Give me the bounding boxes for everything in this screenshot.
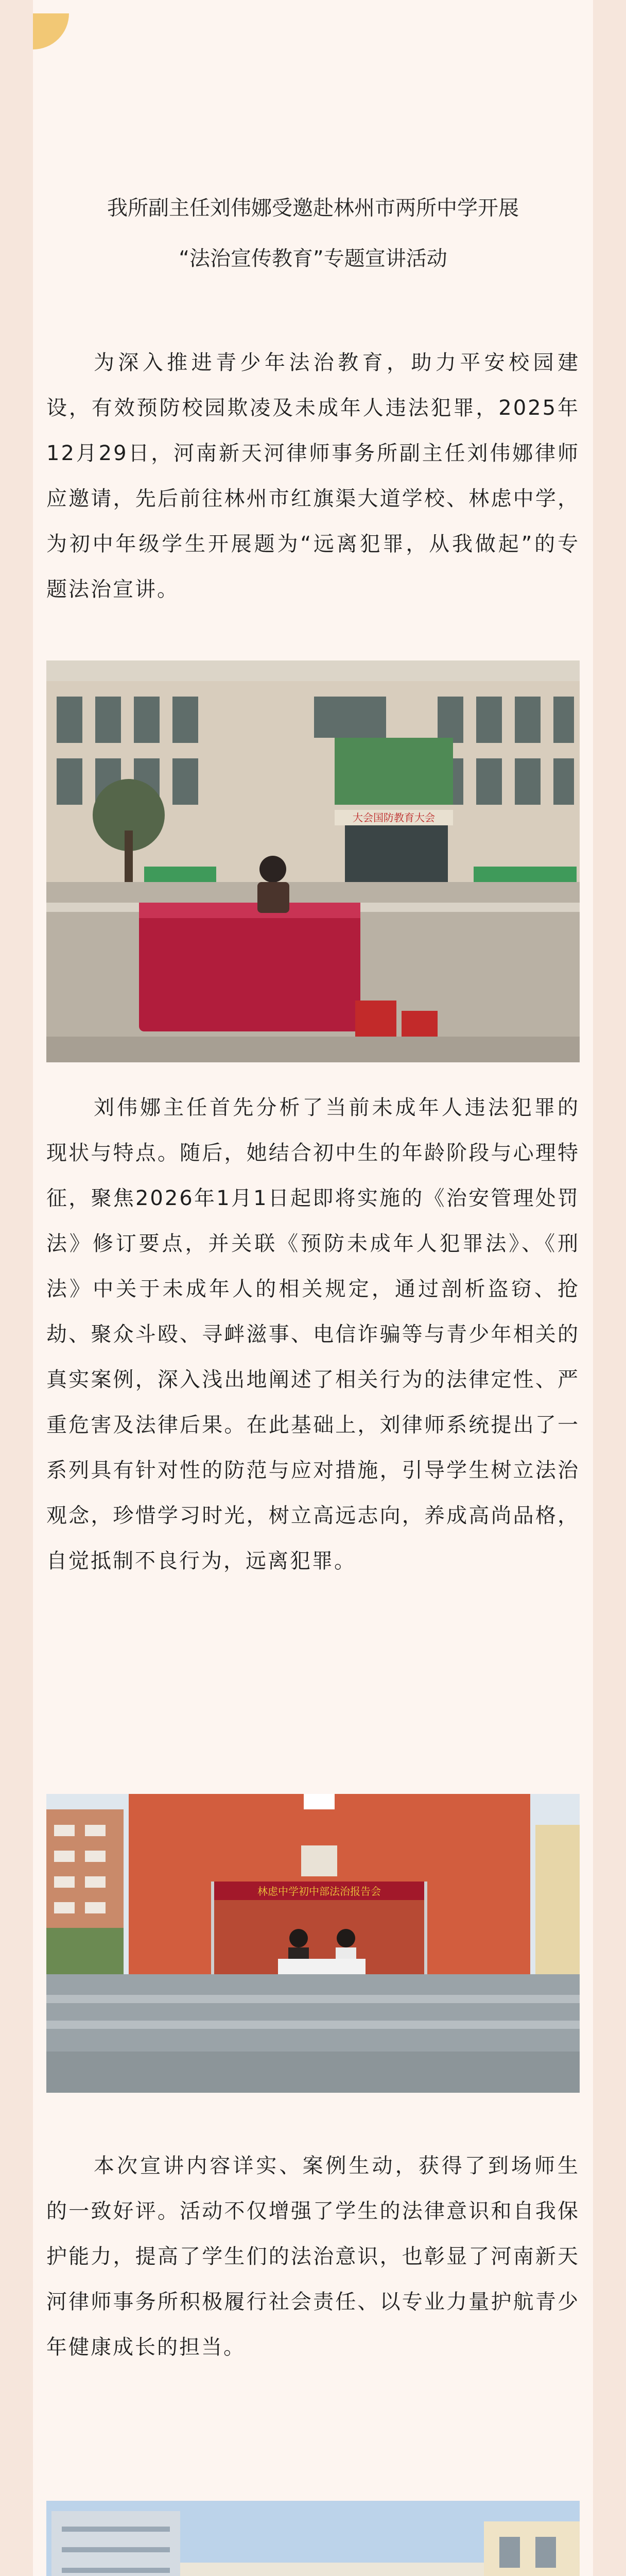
article-title-line1: 我所副主任刘伟娜受邀赴林州市两所中学开展 [107, 196, 519, 220]
article-title-line2: “法治宣传教育”专题宣讲活动 [179, 247, 447, 270]
photo-outdoor-lecture-image [46, 660, 580, 1062]
paragraph-content: 刘伟娜主任首先分析了当前未成年人违法犯罪的现状与特点。随后，她结合初中生的年龄阶段与心理特征，聚焦2026年1月1日起即将实施的《治安管理处罚法》修订要点，并关联《预防未成年人犯罪法》、《刑法》中关于未成年人的相关规定，通过剖析盗窃、抢劫、聚众斗殴、寻衅滋事、电信诈骗等与青少年相关的真实案例，深入浅出地阐述了相关行为的法律定性、严重危害及法律后果。在此基础上，刘律师系统提出了一系列具有针对性的防范与应对措施，引导学生树立法治观念，珍惜学习时光，树立高远志向，养成高尚品格，自觉抵制不良行为，远离犯罪。 [46, 1096, 580, 1573]
photo-audience-image [46, 2501, 580, 2576]
photo2-banner-text: 林虑中学初中部法治报告会 [257, 1885, 381, 1897]
photo-stage-report [46, 1794, 580, 2093]
photo1-banner-text: 大会国防教育大会 [353, 811, 435, 824]
photo-audience [46, 2501, 580, 2576]
paragraph-summary: 本次宣讲内容详实、案例生动，获得了到场师生的一致好评。活动不仅增强了学生的法律意识和自我保护能力，提高了学生们的法治意识，也彰显了河南新天河律师事务所积极履行社会责任、以专业力量护航青少年健康成长的担当。 [46, 2154, 580, 2359]
photo-stage-report-image [46, 1794, 580, 2093]
paragraph-intro: 为深入推进青少年法治教育，助力平安校园建设，有效预防校园欺凌及未成年人违法犯罪，2025年12月29日，河南新天河律师事务所副主任刘伟娜律师应邀请，先后前往林州市红旗渠大道学校、林虑中学，为初中年级学生开展题为“远离犯罪，从我做起”的专题法治宣讲。 [46, 351, 580, 601]
photo-outdoor-lecture [46, 660, 580, 1062]
